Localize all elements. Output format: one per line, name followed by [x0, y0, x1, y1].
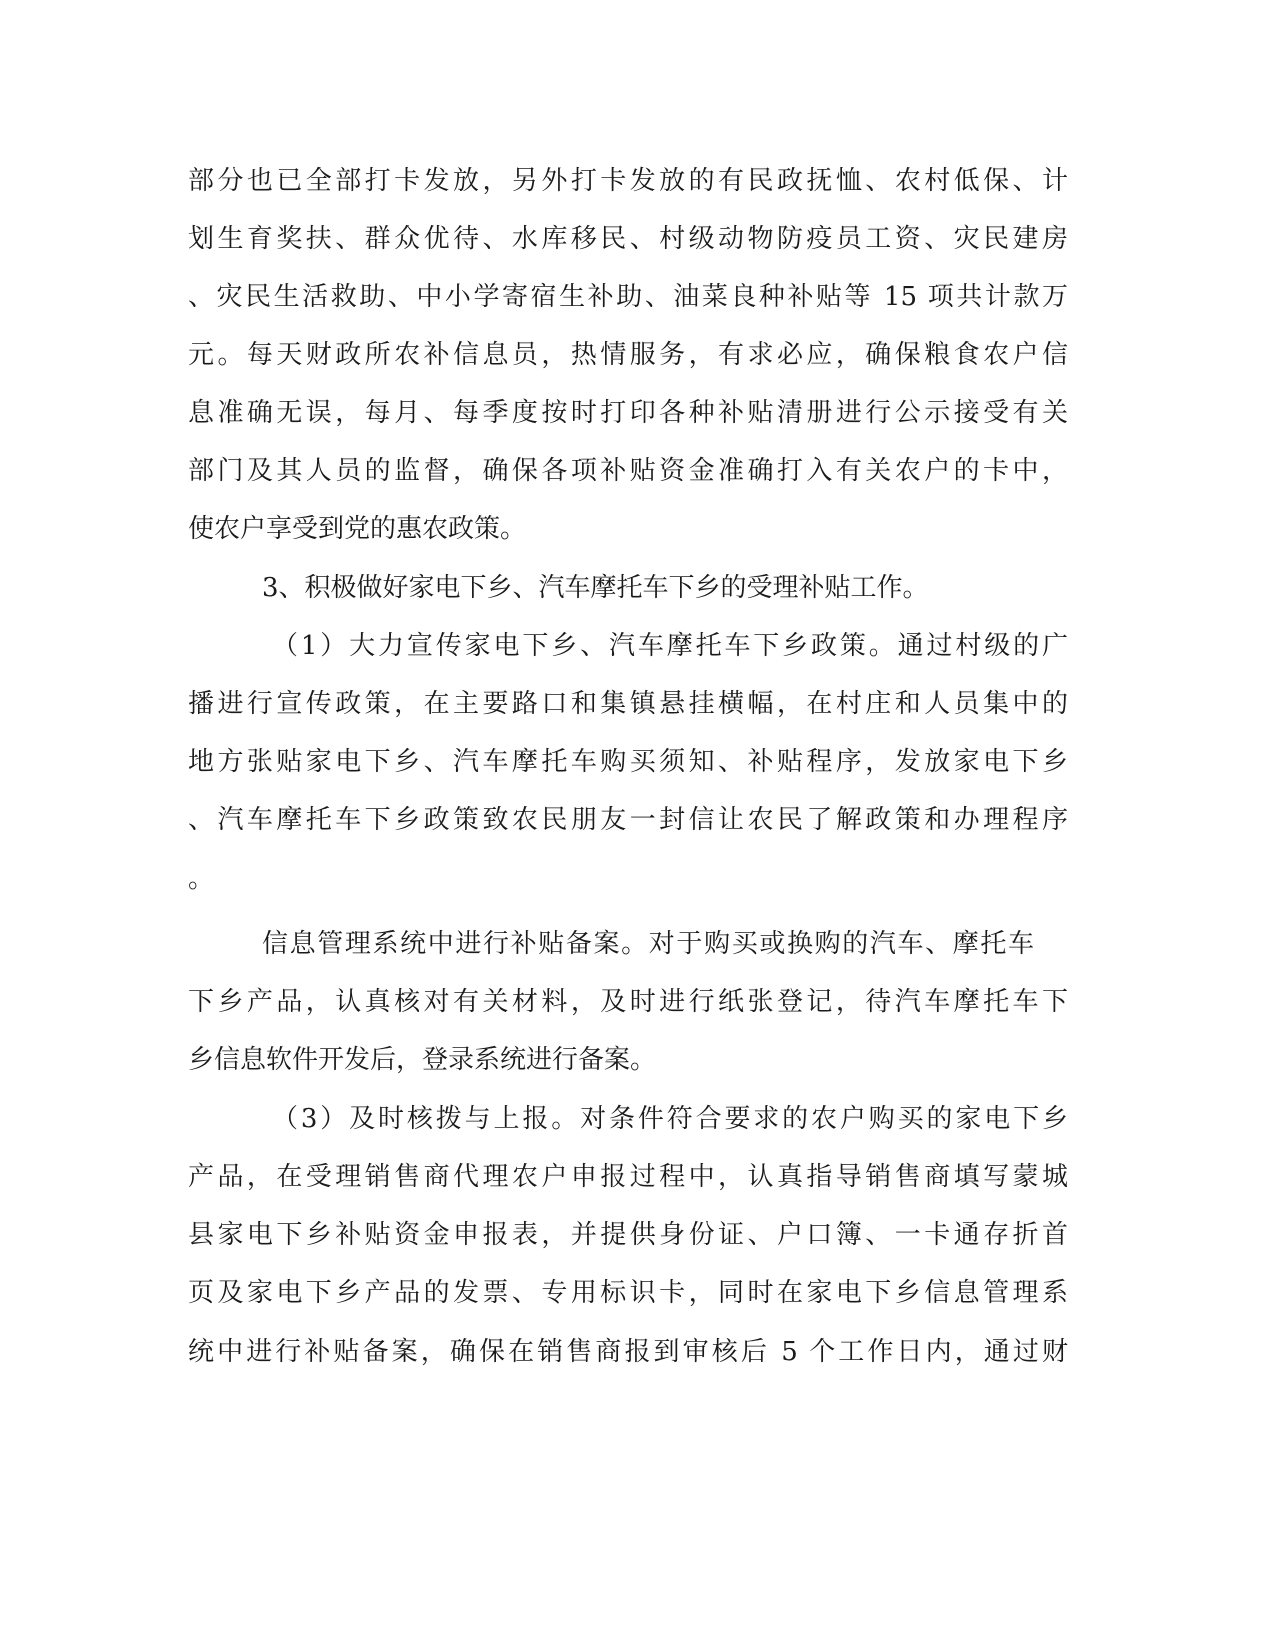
paragraph-line: （3）及时核拨与上报。对条件符合要求的农户购买的家电下乡 [272, 1104, 1068, 1134]
paragraph-line: 元。每天财政所农补信息员，热情服务，有求必应，确保粮食农户信 [188, 340, 1068, 370]
paragraph-line: 划生育奖扶、群众优待、水库移民、村级动物防疫员工资、灾民建房 [188, 224, 1068, 254]
paragraph-line: 页及家电下乡产品的发票、专用标识卡，同时在家电下乡信息管理系 [188, 1278, 1068, 1308]
paragraph-line: 部分也已全部打卡发放，另外打卡发放的有民政抚恤、农村低保、计 [188, 166, 1068, 196]
paragraph-line: 地方张贴家电下乡、汽车摩托车购买须知、补贴程序，发放家电下乡 [188, 747, 1068, 777]
paragraph-line: （1）大力宣传家电下乡、汽车摩托车下乡政策。通过村级的广 [272, 631, 1068, 661]
paragraph-line: 产品，在受理销售商代理农户申报过程中，认真指导销售商填写蒙城 [188, 1162, 1068, 1192]
paragraph-line: 息准确无误，每月、每季度按时打印各种补贴清册进行公示接受有关 [188, 398, 1068, 428]
paragraph-line: 乡信息软件开发后，登录系统进行备案。 [188, 1045, 657, 1075]
paragraph-line: 。 [188, 864, 215, 894]
section-heading: 3、积极做好家电下乡、汽车摩托车下乡的受理补贴工作。 [262, 573, 929, 603]
paragraph-line: 、汽车摩托车下乡政策致农民朋友一封信让农民了解政策和办理程序 [188, 805, 1068, 835]
paragraph-line: 使农户享受到党的惠农政策。 [188, 514, 527, 544]
paragraph-line: 播进行宣传政策，在主要路口和集镇悬挂横幅，在村庄和人员集中的 [188, 689, 1068, 719]
paragraph-line: 县家电下乡补贴资金申报表，并提供身份证、户口簿、一卡通存折首 [188, 1220, 1068, 1250]
paragraph-line: 统中进行补贴备案，确保在销售商报到审核后 5 个工作日内，通过财 [188, 1337, 1068, 1367]
paragraph-line: 信息管理系统中进行补贴备案。对于购买或换购的汽车、摩托车 [262, 929, 1034, 959]
paragraph-line: 下乡产品，认真核对有关材料，及时进行纸张登记，待汽车摩托车下 [188, 987, 1068, 1017]
paragraph-line: 部门及其人员的监督，确保各项补贴资金准确打入有关农户的卡中， [188, 456, 1068, 486]
paragraph-line: 、灾民生活救助、中小学寄宿生补助、油菜良种补贴等 15 项共计款万 [188, 282, 1068, 312]
